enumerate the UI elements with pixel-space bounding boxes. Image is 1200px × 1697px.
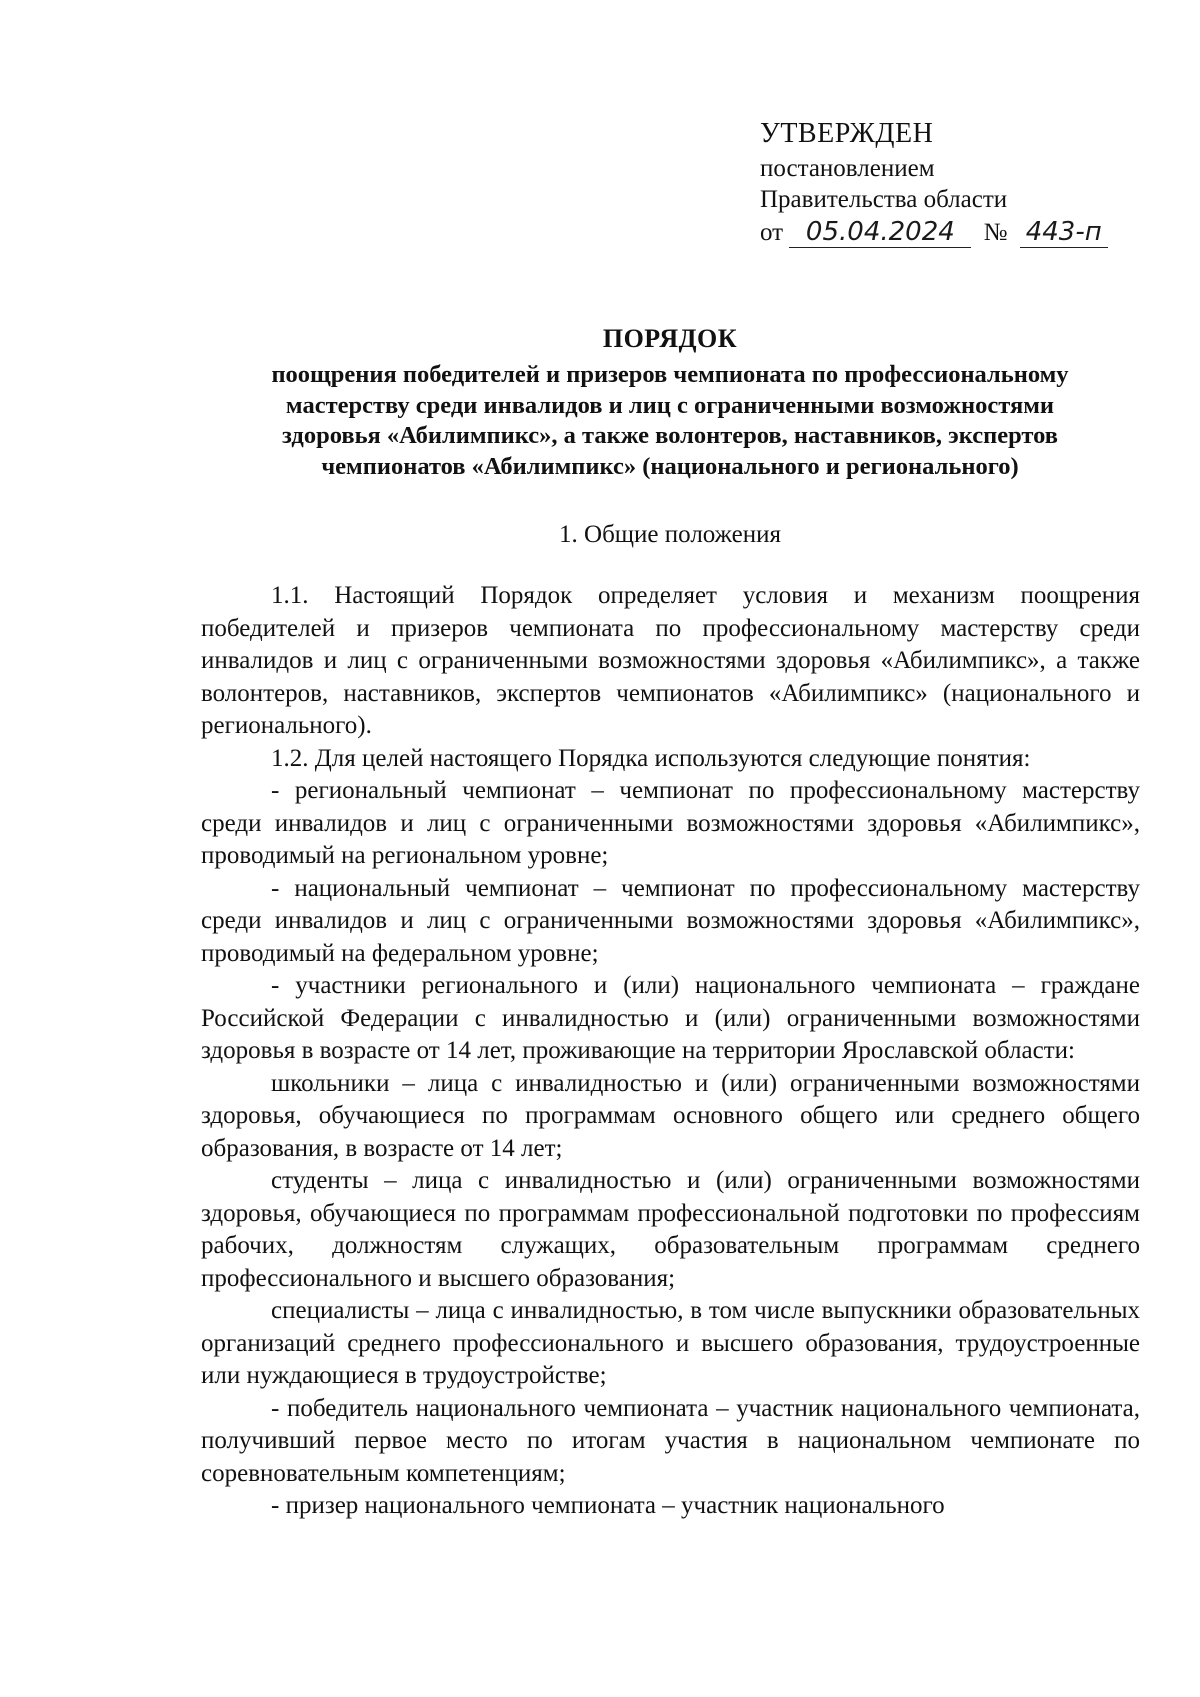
paragraph: студенты – лица с инвалидностью и (или) ограниченными возможностями здоровья, обучающиеся по программам профессиональной подготовки по профессиям рабочих, должностям служащих, образовательным программам среднего профессионального и высшего образования; <box>201 1167 1140 1292</box>
date-prefix: от <box>760 219 784 246</box>
document-body <box>201 580 1140 1523</box>
paragraph: - призер национального чемпионата – участник национального <box>271 1492 945 1519</box>
approval-authority: Правительства области <box>760 186 1008 213</box>
paragraph: специалисты – лица с инвалидностью, в том числе выпускники образовательных организаций среднего профессионального и высшего образования, трудоустроенные или нуждающиеся в трудоустройстве; <box>201 1297 1140 1389</box>
title-main: ПОРЯДОК <box>602 324 738 353</box>
title-line-3: здоровья «Абилимпикс», а также волонтеров, наставников, экспертов <box>282 422 1058 449</box>
approved-label: УТВЕРЖДЕН <box>760 118 934 149</box>
title-line-1: поощрения победителей и призеров чемпионата по профессиональному <box>271 361 1069 388</box>
paragraph: - региональный чемпионат – чемпионат по профессиональному мастерству среди инвалидов и лиц с ограниченными возможностями здоровья «Абилимпикс», проводимый на региональном уровне; <box>201 777 1140 869</box>
paragraph: 1.1. Настоящий Порядок определяет условия и механизм поощрения победителей и призеров чемпионата по профессиональному мастерству среди инвалидов и лиц с ограниченными возможностями здоровья «Абилимпикс», а также волонтеров, наставников, экспертов чемпионатов «Абилимпикс» (национального и регионального). <box>201 582 1140 739</box>
number-sign: № <box>983 219 1008 246</box>
title-subtitle <box>200 360 1140 482</box>
approval-stamp <box>760 118 1108 248</box>
approved-by: постановлением <box>760 155 935 182</box>
title-line-2: мастерству среди инвалидов и лиц с ограниченными возможностями <box>285 391 1055 419</box>
approval-date-line <box>760 217 1108 248</box>
handwritten-number: 443-п <box>1020 217 1108 248</box>
paragraph: школьники – лица с инвалидностью и (или) ограниченными возможностями здоровья, обучающиеся по программам основного общего или среднего общего образования, в возрасте от 14 лет; <box>201 1069 1140 1162</box>
paragraph: 1.2. Для целей настоящего Порядка используются следующие понятия: <box>271 744 1031 772</box>
document-title <box>200 322 1140 482</box>
paragraph: - участники регионального и (или) национального чемпионата – граждане Российской Федерации с инвалидностью и (или) ограниченными возможностями здоровья в возрасте от 14 лет, проживающие на территории Ярославской области: <box>201 972 1140 1064</box>
paragraph: - победитель национального чемпионата – участник национального чемпионата, получивший первое место по итогам участия в национальном чемпионате по соревновательным компетенциям; <box>201 1394 1140 1487</box>
handwritten-date: 05.04.2024 <box>789 217 971 248</box>
title-line-4: чемпионатов «Абилимпикс» (национального и регионального) <box>321 452 1019 480</box>
paragraph: - национальный чемпионат – чемпионат по профессиональному мастерству среди инвалидов и лиц с ограниченными возможностями здоровья «Абилимпикс», проводимый на федеральном уровне; <box>201 874 1140 967</box>
section-heading: 1. Общие положения <box>559 521 781 548</box>
